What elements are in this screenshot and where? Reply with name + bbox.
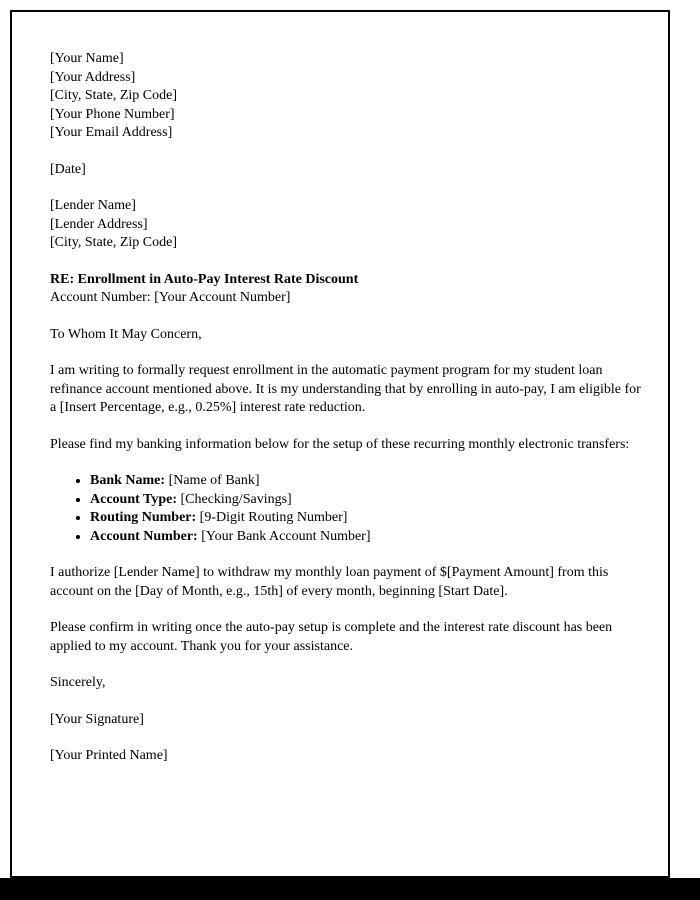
list-item-bank-name xyxy=(90,472,646,491)
letter-body xyxy=(50,50,646,766)
paragraph-confirm: Please confirm in writing once the auto-pay setup is complete and the interest rate discount has been applied to my account. Thank you for your assistance. xyxy=(50,620,613,654)
salutation: To Whom It May Concern, xyxy=(50,326,202,342)
banking-info-list xyxy=(50,472,646,546)
account-number-label: Account Number: xyxy=(90,528,198,544)
sender-email: [Your Email Address] xyxy=(50,125,173,140)
list-item-routing-number xyxy=(90,509,646,528)
date-block xyxy=(50,161,646,180)
list-item-account-number xyxy=(90,528,646,547)
closing: Sincerely, xyxy=(50,675,106,690)
printed-name-line: [Your Printed Name] xyxy=(50,748,168,763)
account-number-line: Account Number: [Your Account Number] xyxy=(50,290,291,305)
paragraph-request: I am writing to formally request enrollment in the automatic payment program for my student loan refinance account mentioned above. It is my understanding that by enrolling in auto-pay, I am eligible for a [Insert Percentage, e.g., 0.25%] interest rate reduction. xyxy=(50,363,641,415)
sender-phone: [Your Phone Number] xyxy=(50,106,175,122)
sender-address-block xyxy=(50,50,646,143)
bank-name-label: Bank Name: xyxy=(90,473,166,488)
subject-line: RE: Enrollment in Auto-Pay Interest Rate Discount xyxy=(50,271,359,287)
lender-city-state-zip: [City, State, Zip Code] xyxy=(50,235,178,250)
lender-address: [Lender Address] xyxy=(50,216,148,232)
letter-page-frame xyxy=(10,10,670,878)
bank-name-value: [Name of Bank] xyxy=(168,473,260,488)
paragraph-banking-intro: Please find my banking information below for the setup of these recurring monthly electronic transfers: xyxy=(50,436,630,452)
list-item-account-type xyxy=(90,491,646,510)
bottom-black-bar xyxy=(0,878,700,900)
sender-name: [Your Name] xyxy=(50,51,124,66)
subject-block xyxy=(50,271,646,308)
account-type-label: Account Type: xyxy=(90,491,177,507)
sender-city-state-zip: [City, State, Zip Code] xyxy=(50,88,178,103)
account-type-value: [Checking/Savings] xyxy=(180,491,292,507)
signature-line: [Your Signature] xyxy=(50,711,144,727)
date-line: [Date] xyxy=(50,161,86,177)
sender-address: [Your Address] xyxy=(50,69,136,85)
recipient-address-block xyxy=(50,197,646,253)
routing-number-label: Routing Number: xyxy=(90,510,197,525)
routing-number-value: [9-Digit Routing Number] xyxy=(199,510,348,525)
lender-name: [Lender Name] xyxy=(50,198,136,213)
account-number-value: [Your Bank Account Number] xyxy=(201,528,371,544)
paragraph-authorize: I authorize [Lender Name] to withdraw my monthly loan payment of $[Payment Amount] from this account on the [Day of Month, e.g., 15th] of every month, beginning [Start Date]. xyxy=(50,565,609,599)
